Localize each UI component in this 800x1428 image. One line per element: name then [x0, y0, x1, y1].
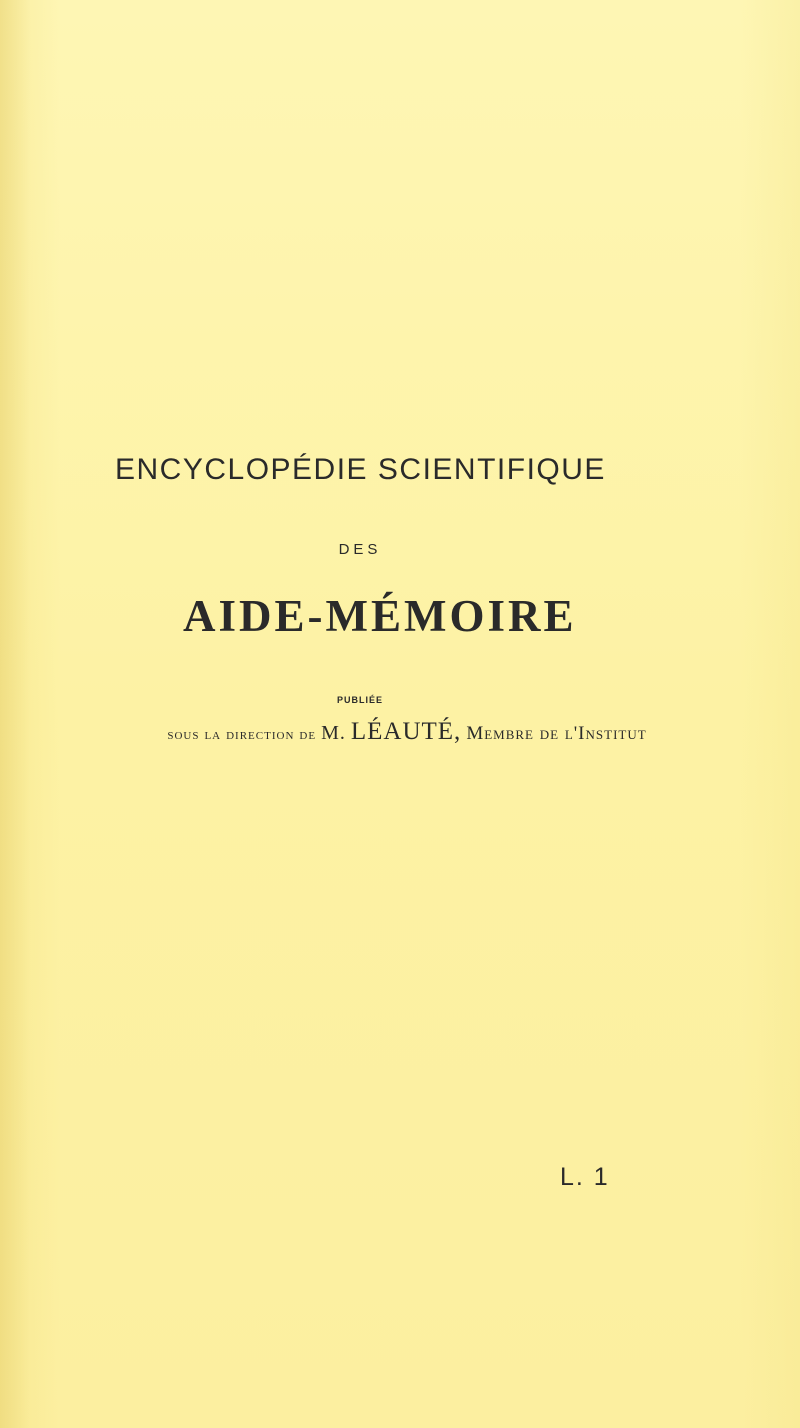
series-connector: DES [338, 541, 382, 558]
collection-title: AIDE-MÉMOIRE [183, 591, 577, 641]
director-title: M. [321, 722, 346, 744]
published-label: PUBLIÉE [336, 695, 383, 705]
direction-line [50, 718, 764, 746]
director-name: LÉAUTÉ, [350, 718, 462, 745]
volume-mark: L. 1 [560, 1163, 610, 1191]
director-role: Membre de l'Institut [466, 723, 647, 744]
page-spine-shadow [0, 0, 30, 1428]
direction-prefix: sous la direction de [167, 726, 317, 743]
series-title: ENCYCLOPÉDIE SCIENTIFIQUE [115, 453, 606, 486]
